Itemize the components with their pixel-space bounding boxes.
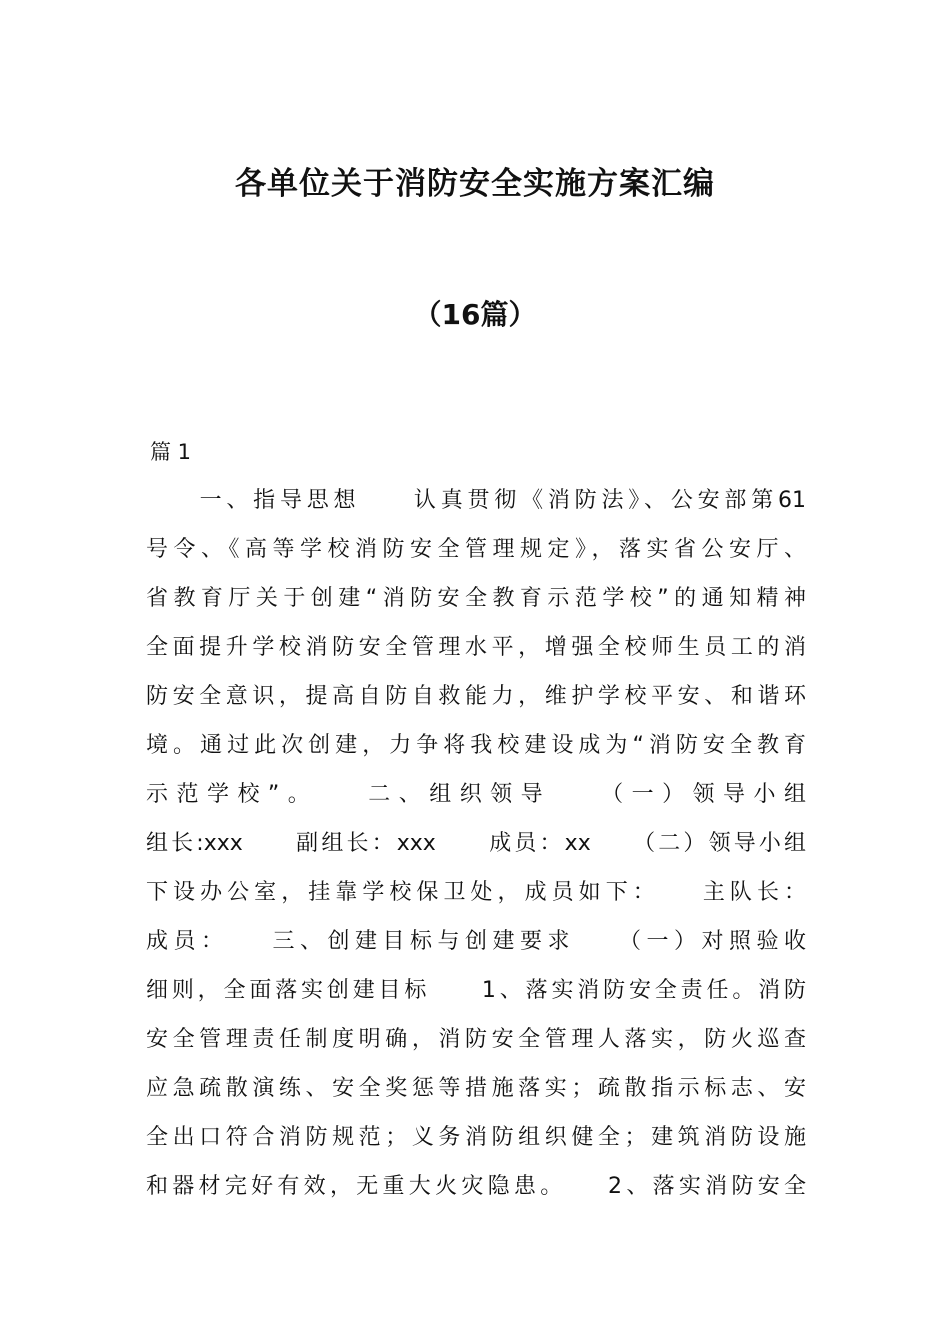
body-line: 一、指导思想 认真贯彻《消防法》、公安部第61 [146,488,806,513]
document-title: 各单位关于消防安全实施方案汇编 [235,166,715,202]
body-line: 和器材完好有效，无重大火灾隐患。 2、落实消防安全 [146,1174,806,1199]
body-text [146,476,806,1211]
body-line: 下设办公室，挂靠学校保卫处，成员如下： 主队长： [146,880,806,905]
body-line: 省教育厅关于创建“消防安全教育示范学校”的通知精神 [146,586,806,611]
body-line: 组长:xxx 副组长：xxx 成员：xx （二）领导小组 [146,831,806,856]
body-line: 应急疏散演练、安全奖惩等措施落实；疏散指示标志、安 [146,1076,806,1101]
body-line: 全出口符合消防规范；义务消防组织健全；建筑消防设施 [146,1125,806,1150]
section-label: 篇 1 [150,440,192,464]
body-line: 防安全意识，提高自防自救能力，维护学校平安、和谐环 [146,684,806,709]
body-line: 全面提升学校消防安全管理水平，增强全校师生员工的消 [146,635,806,660]
body-line: 示范学校”。 二、组织领导 （一）领导小组 [146,782,806,807]
body-line: 号令、《高等学校消防安全管理规定》，落实省公安厅、 [146,537,806,562]
body-line: 境。通过此次创建，力争将我校建设成为“消防安全教育 [146,733,806,758]
body-line: 细则，全面落实创建目标 1、落实消防安全责任。消防 [146,978,806,1003]
body-line: 安全管理责任制度明确，消防安全管理人落实，防火巡查 [146,1027,806,1052]
document-subtitle: （16篇） [413,298,537,331]
body-line: 成员： 三、创建目标与创建要求 （一）对照验收 [146,929,806,954]
